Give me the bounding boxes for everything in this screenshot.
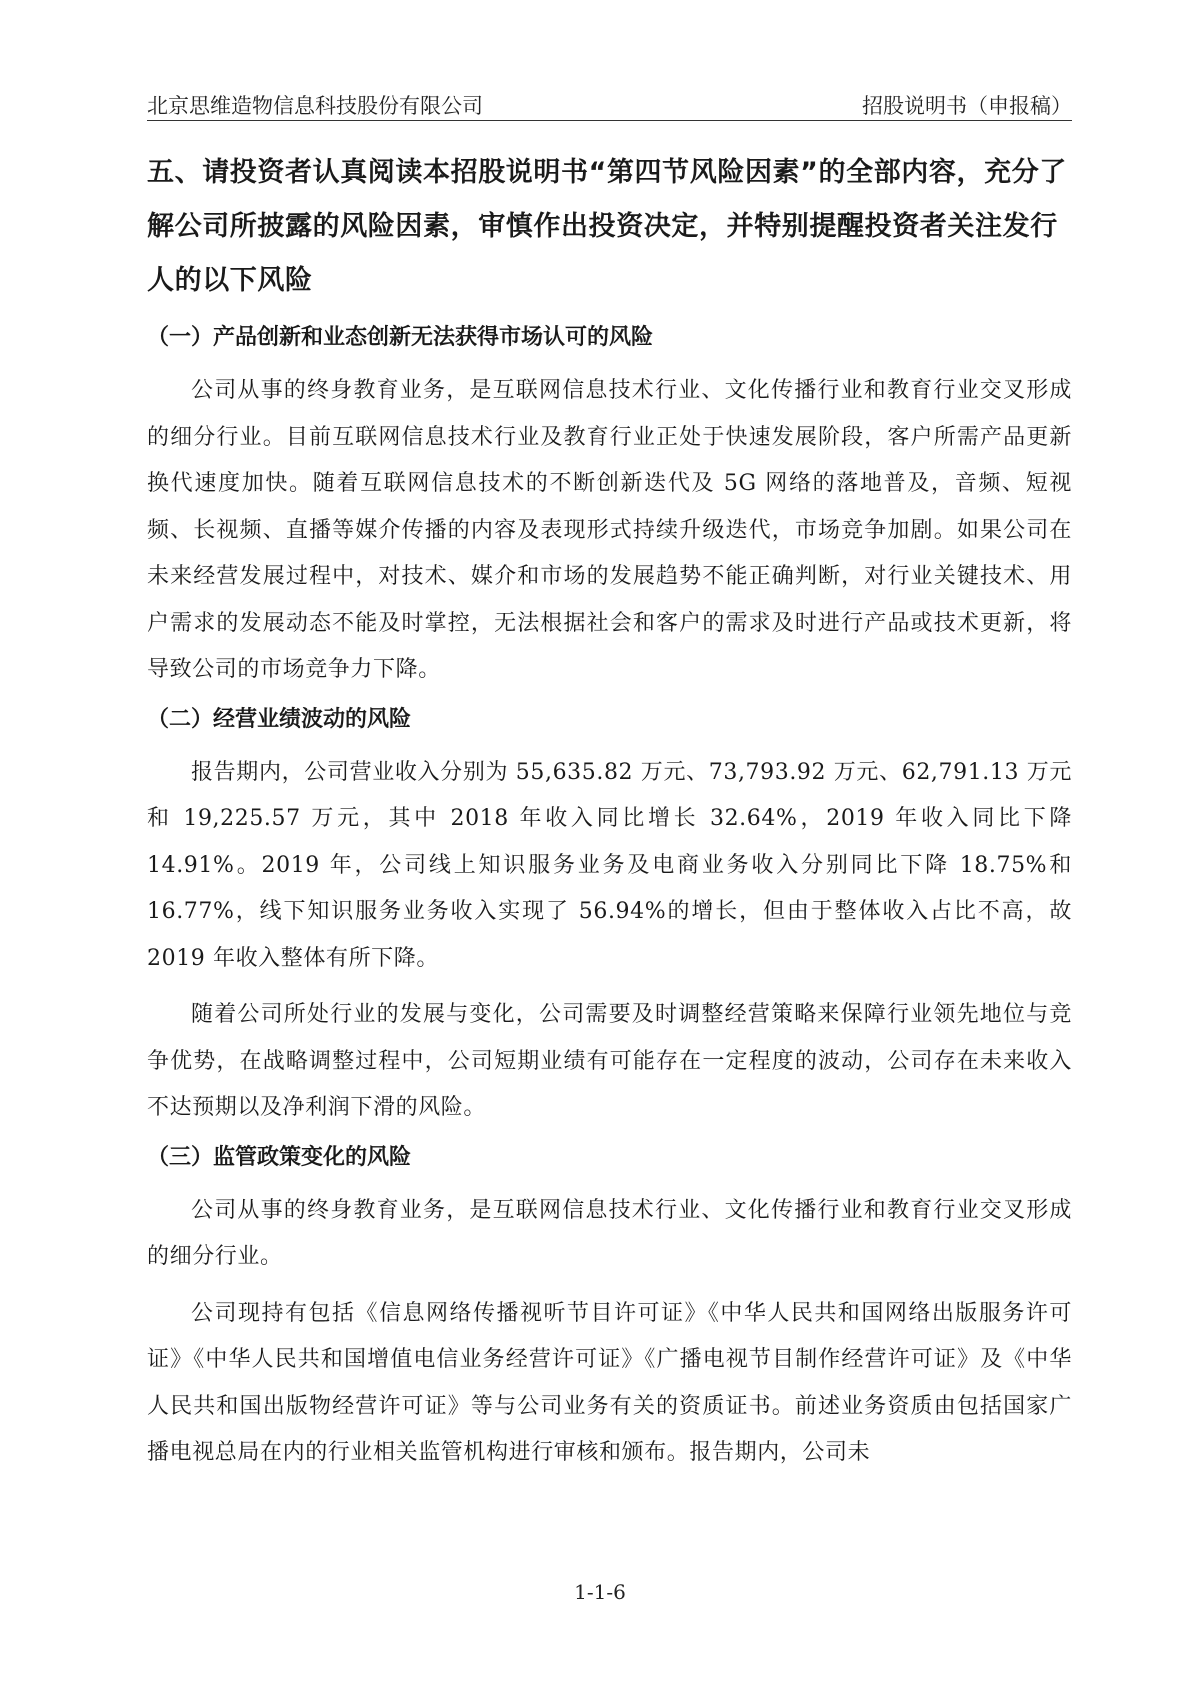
paragraph: 公司从事的终身教育业务，是互联网信息技术行业、文化传播行业和教育行业交叉形成的细分行业。目前互联网信息技术行业及教育行业正处于快速发展阶段，客户所需产品更新换代速度加快。随着互联网信息技术的不断创新迭代及 5G 网络的落地普及，音频、短视频、长视频、直播等媒介传播的内容及表现形式持续升级迭代，市场竞争加剧。如果公司在未来经营发展过程中，对技术、媒介和市场的发展趋势不能正确判断，对行业关键技术、用户需求的发展动态不能及时掌控，无法根据社会和客户的需求及时进行产品或技术更新，将导致公司的市场竞争力下降。 xyxy=(147,378,1072,682)
header-company-name: 北京思维造物信息科技股份有限公司 xyxy=(147,94,483,118)
section-title: 五、请投资者认真阅读本招股说明书“第四节风险因素”的全部内容，充分了解公司所披露的风险因素，审慎作出投资决定，并特别提醒投资者关注发行人的以下风险 xyxy=(147,157,1067,296)
risk-heading: （一）产品创新和业态创新无法获得市场认可的风险 xyxy=(147,325,654,350)
risk-heading: （二）经营业绩波动的风险 xyxy=(147,706,412,732)
risk-item xyxy=(147,322,1072,694)
header-divider xyxy=(147,120,1072,121)
risk-heading: （三）监管政策变化的风险 xyxy=(147,1144,412,1170)
paragraph: 随着公司所处行业的发展与变化，公司需要及时调整经营策略来保障行业领先地位与竞争优势，在战略调整过程中，公司短期业绩有可能存在一定程度的波动，公司存在未来收入不达预期以及净利润下滑的风险。 xyxy=(147,1002,1072,1120)
header-document-title: 招股说明书（申报稿） xyxy=(862,94,1072,118)
paragraph: 公司现持有包括《信息网络传播视听节目许可证》《中华人民共和国网络出版服务许可证》《中华人民共和国增值电信业务经营许可证》《广播电视节目制作经营许可证》及《中华人民共和国出版物经营许可证》等与公司业务有关的资质证书。前述业务资质由包括国家广播电视总局在内的行业相关监管机构进行审核和颁布。报告期内，公司未 xyxy=(147,1300,1072,1465)
risk-item xyxy=(147,1142,1072,1477)
paragraph: 报告期内，公司营业收入分别为 55,635.82 万元、73,793.92 万元、62,791.13 万元和 19,225.57 万元，其中 2018 年收入同比增长 32.64%，2019 年收入同比下降 14.91%。2019 年，公司线上知识服务业务及电商业务收入分别同比下降 18.75%和 16.77%，线下知识服务业务收入实现了 56.94%的增长，但由于整体收入占比不高，故 2019 年收入整体有所下降。 xyxy=(147,759,1072,971)
page-header xyxy=(147,86,1072,120)
page-body xyxy=(147,146,1072,1487)
page-number: 1-1-6 xyxy=(574,1580,626,1604)
paragraph: 公司从事的终身教育业务，是互联网信息技术行业、文化传播行业和教育行业交叉形成的细分行业。 xyxy=(147,1197,1072,1269)
risk-item xyxy=(147,704,1072,1132)
